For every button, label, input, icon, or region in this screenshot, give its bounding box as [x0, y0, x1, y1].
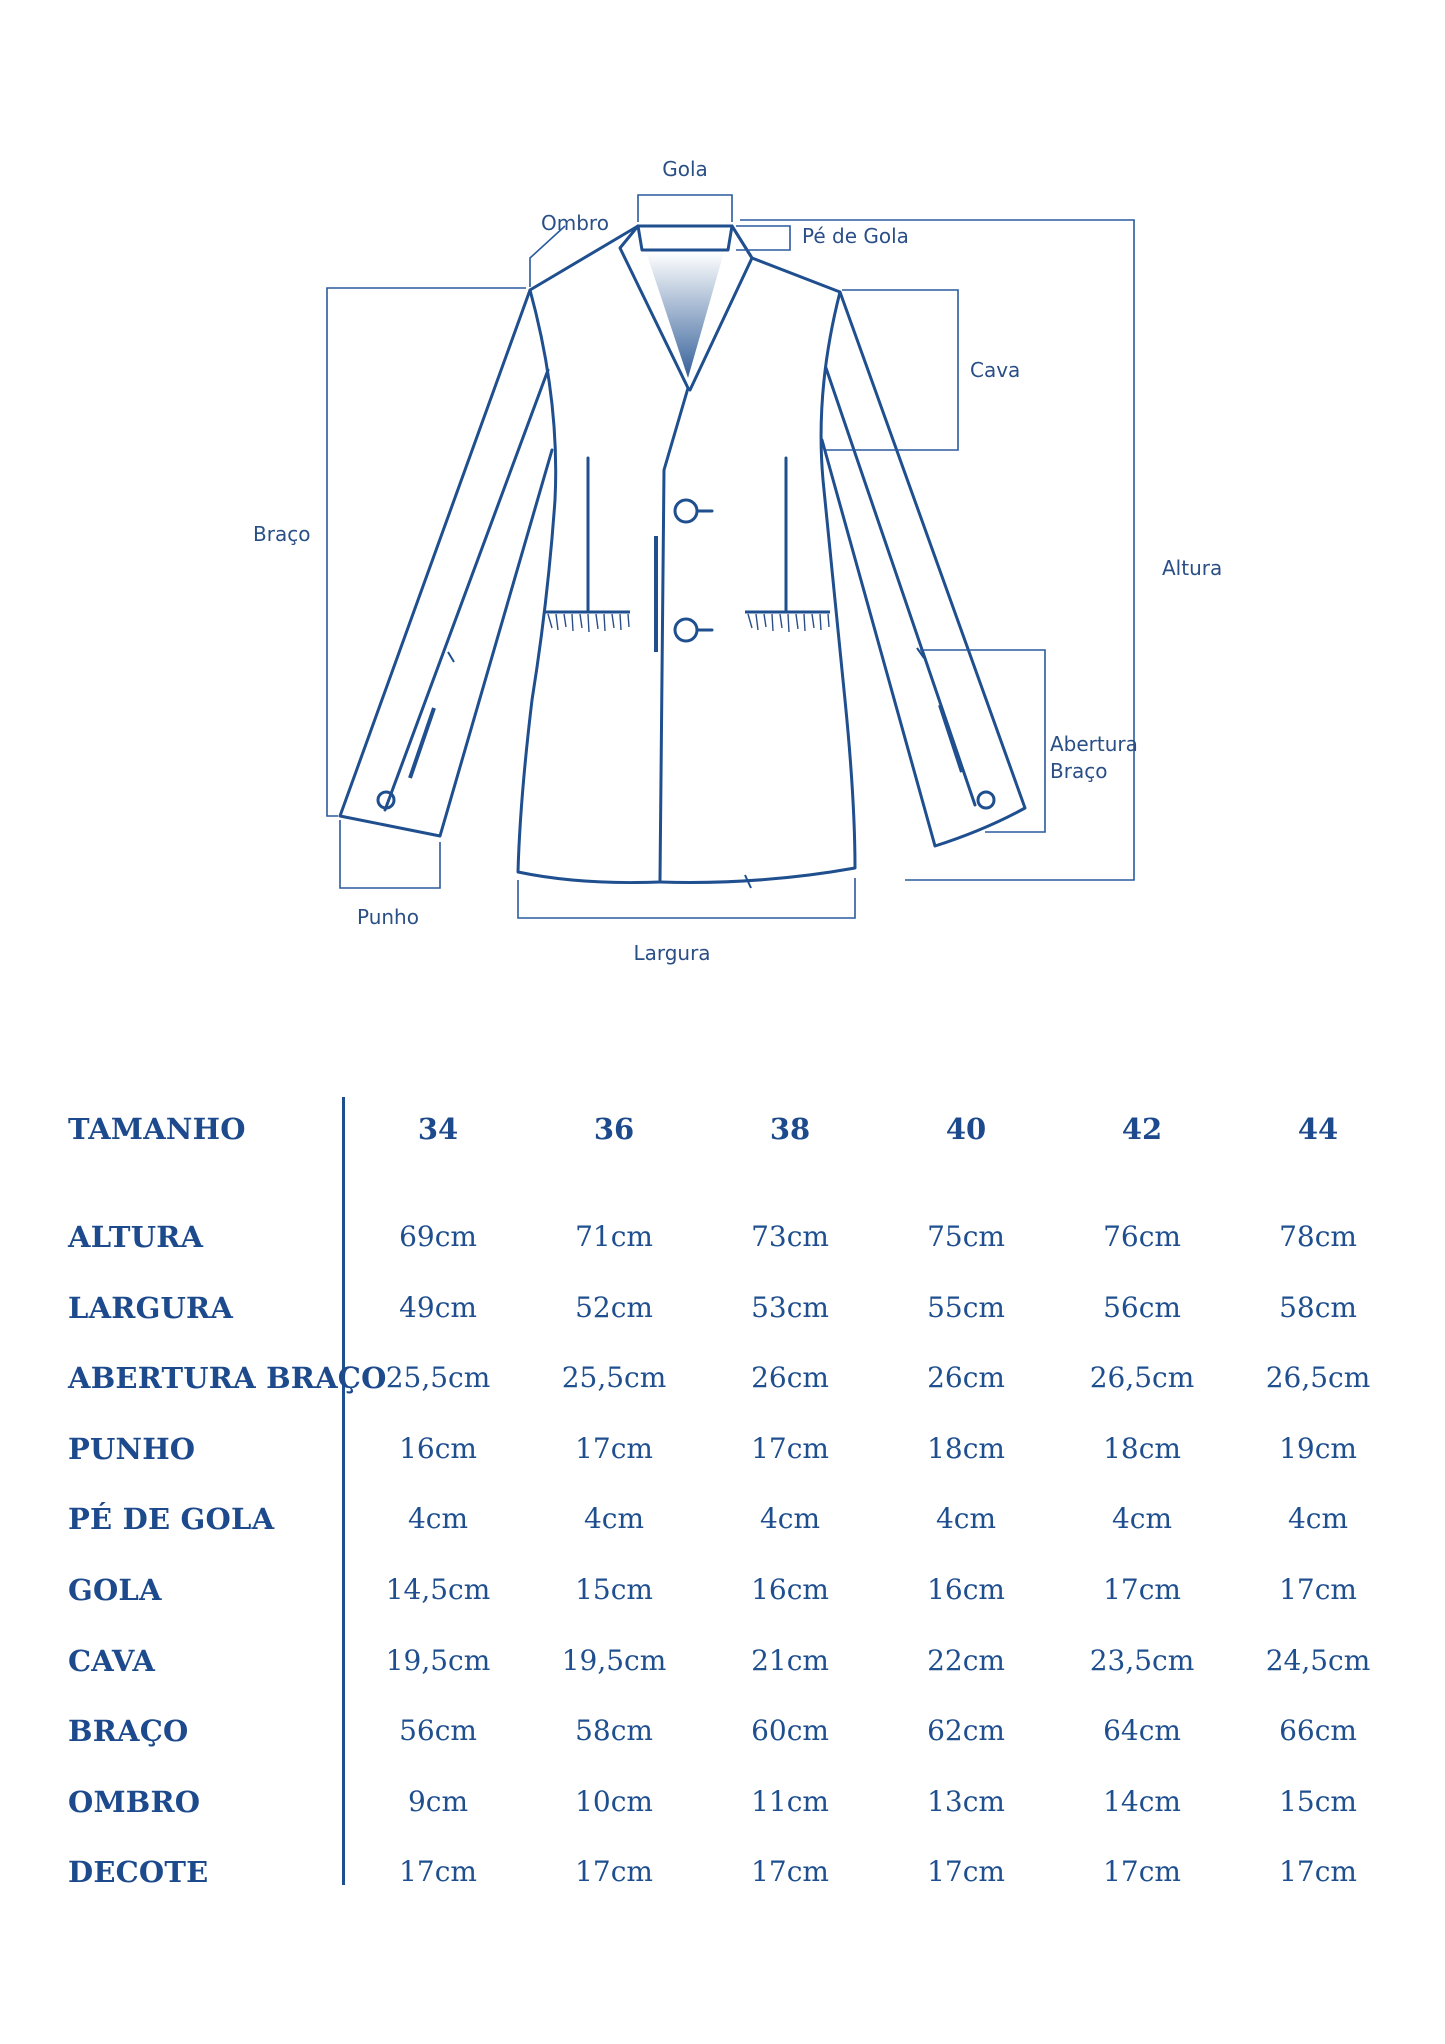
table-row — [0, 1644, 1445, 1684]
table-cell: 17cm — [399, 1855, 477, 1888]
table-cell: 16cm — [927, 1573, 1005, 1606]
table-cell: 15cm — [1279, 1785, 1357, 1818]
table-row — [0, 1855, 1445, 1895]
table-cell: 66cm — [1279, 1714, 1357, 1747]
jacket-diagram — [0, 0, 1445, 1000]
label-cava: Cava — [970, 358, 1021, 382]
table-cell: 4cm — [1111, 1502, 1173, 1535]
row-label: ALTURA — [68, 1220, 204, 1254]
table-cell: 56cm — [399, 1714, 477, 1747]
table-cell: 53cm — [751, 1291, 829, 1324]
label-abertura-braco-2: Braço — [1050, 759, 1108, 783]
size-header: 42 — [1121, 1112, 1163, 1146]
table-cell: 25,5cm — [561, 1361, 667, 1394]
table-cell: 18cm — [1103, 1432, 1181, 1465]
table-cell: 10cm — [575, 1785, 653, 1818]
table-cell: 73cm — [751, 1220, 829, 1253]
table-cell: 17cm — [1279, 1573, 1357, 1606]
table-cell: 60cm — [751, 1714, 829, 1747]
label-ombro: Ombro — [541, 211, 609, 235]
table-row — [0, 1361, 1445, 1401]
table-cell: 17cm — [1103, 1573, 1181, 1606]
row-label: PÉ DE GOLA — [68, 1502, 275, 1536]
table-cell: 16cm — [751, 1573, 829, 1606]
table-cell: 22cm — [927, 1644, 1005, 1677]
row-label: DECOTE — [68, 1855, 209, 1889]
table-cell: 4cm — [583, 1502, 645, 1535]
size-header: 44 — [1297, 1112, 1339, 1146]
size-header: 36 — [593, 1112, 635, 1146]
header-label: TAMANHO — [68, 1112, 246, 1146]
table-cell: 52cm — [575, 1291, 653, 1324]
table-cell: 14,5cm — [385, 1573, 491, 1606]
table-cell: 26cm — [927, 1361, 1005, 1394]
table-cell: 18cm — [927, 1432, 1005, 1465]
table-cell: 62cm — [927, 1714, 1005, 1747]
table-row — [0, 1502, 1445, 1542]
table-divider — [342, 1097, 345, 1885]
table-cell: 17cm — [575, 1432, 653, 1465]
row-label: PUNHO — [68, 1432, 196, 1466]
table-cell: 58cm — [575, 1714, 653, 1747]
table-cell: 15cm — [575, 1573, 653, 1606]
table-row — [0, 1714, 1445, 1754]
row-label: BRAÇO — [68, 1714, 189, 1748]
table-cell: 75cm — [927, 1220, 1005, 1253]
table-cell: 64cm — [1103, 1714, 1181, 1747]
table-cell: 55cm — [927, 1291, 1005, 1324]
table-cell: 17cm — [1103, 1855, 1181, 1888]
table-row — [0, 1220, 1445, 1260]
table-cell: 4cm — [935, 1502, 997, 1535]
table-cell: 26cm — [751, 1361, 829, 1394]
table-cell: 17cm — [1279, 1855, 1357, 1888]
table-cell: 49cm — [399, 1291, 477, 1324]
table-cell: 26,5cm — [1089, 1361, 1195, 1394]
table-cell: 71cm — [575, 1220, 653, 1253]
table-cell: 76cm — [1103, 1220, 1181, 1253]
row-label: ABERTURA BRAÇO — [68, 1361, 387, 1395]
table-cell: 25,5cm — [385, 1361, 491, 1394]
table-cell: 4cm — [759, 1502, 821, 1535]
table-cell: 78cm — [1279, 1220, 1357, 1253]
table-cell: 4cm — [407, 1502, 469, 1535]
table-cell: 13cm — [927, 1785, 1005, 1818]
table-cell: 17cm — [575, 1855, 653, 1888]
table-cell: 26,5cm — [1265, 1361, 1371, 1394]
table-cell: 14cm — [1103, 1785, 1181, 1818]
row-label: OMBRO — [68, 1785, 201, 1819]
table-cell: 56cm — [1103, 1291, 1181, 1324]
table-row — [0, 1573, 1445, 1613]
table-cell: 11cm — [751, 1785, 829, 1818]
label-pe-de-gola: Pé de Gola — [802, 224, 909, 248]
row-label: CAVA — [68, 1644, 156, 1678]
table-cell: 9cm — [407, 1785, 469, 1818]
row-label: LARGURA — [68, 1291, 234, 1325]
label-gola: Gola — [662, 157, 708, 181]
table-row — [0, 1785, 1445, 1825]
table-row — [0, 1291, 1445, 1331]
table-cell: 16cm — [399, 1432, 477, 1465]
jacket-outline — [340, 226, 1025, 888]
table-cell: 58cm — [1279, 1291, 1357, 1324]
label-largura: Largura — [633, 941, 711, 965]
table-cell: 21cm — [751, 1644, 829, 1677]
table-cell: 23,5cm — [1089, 1644, 1195, 1677]
label-braco: Braço — [253, 522, 311, 546]
row-label: GOLA — [68, 1573, 162, 1607]
label-punho: Punho — [357, 905, 419, 929]
label-altura: Altura — [1162, 556, 1223, 580]
table-cell: 19,5cm — [385, 1644, 491, 1677]
table-cell: 19,5cm — [561, 1644, 667, 1677]
table-cell: 4cm — [1287, 1502, 1349, 1535]
table-cell: 17cm — [927, 1855, 1005, 1888]
table-cell: 17cm — [751, 1855, 829, 1888]
table-header-row — [0, 1112, 1445, 1152]
table-cell: 19cm — [1279, 1432, 1357, 1465]
table-cell: 24,5cm — [1265, 1644, 1371, 1677]
table-cell: 69cm — [399, 1220, 477, 1253]
table-row — [0, 1432, 1445, 1472]
size-header: 34 — [417, 1112, 459, 1146]
label-abertura-braco-1: Abertura — [1050, 732, 1138, 756]
size-header: 38 — [769, 1112, 811, 1146]
size-header: 40 — [945, 1112, 987, 1146]
table-cell: 17cm — [751, 1432, 829, 1465]
